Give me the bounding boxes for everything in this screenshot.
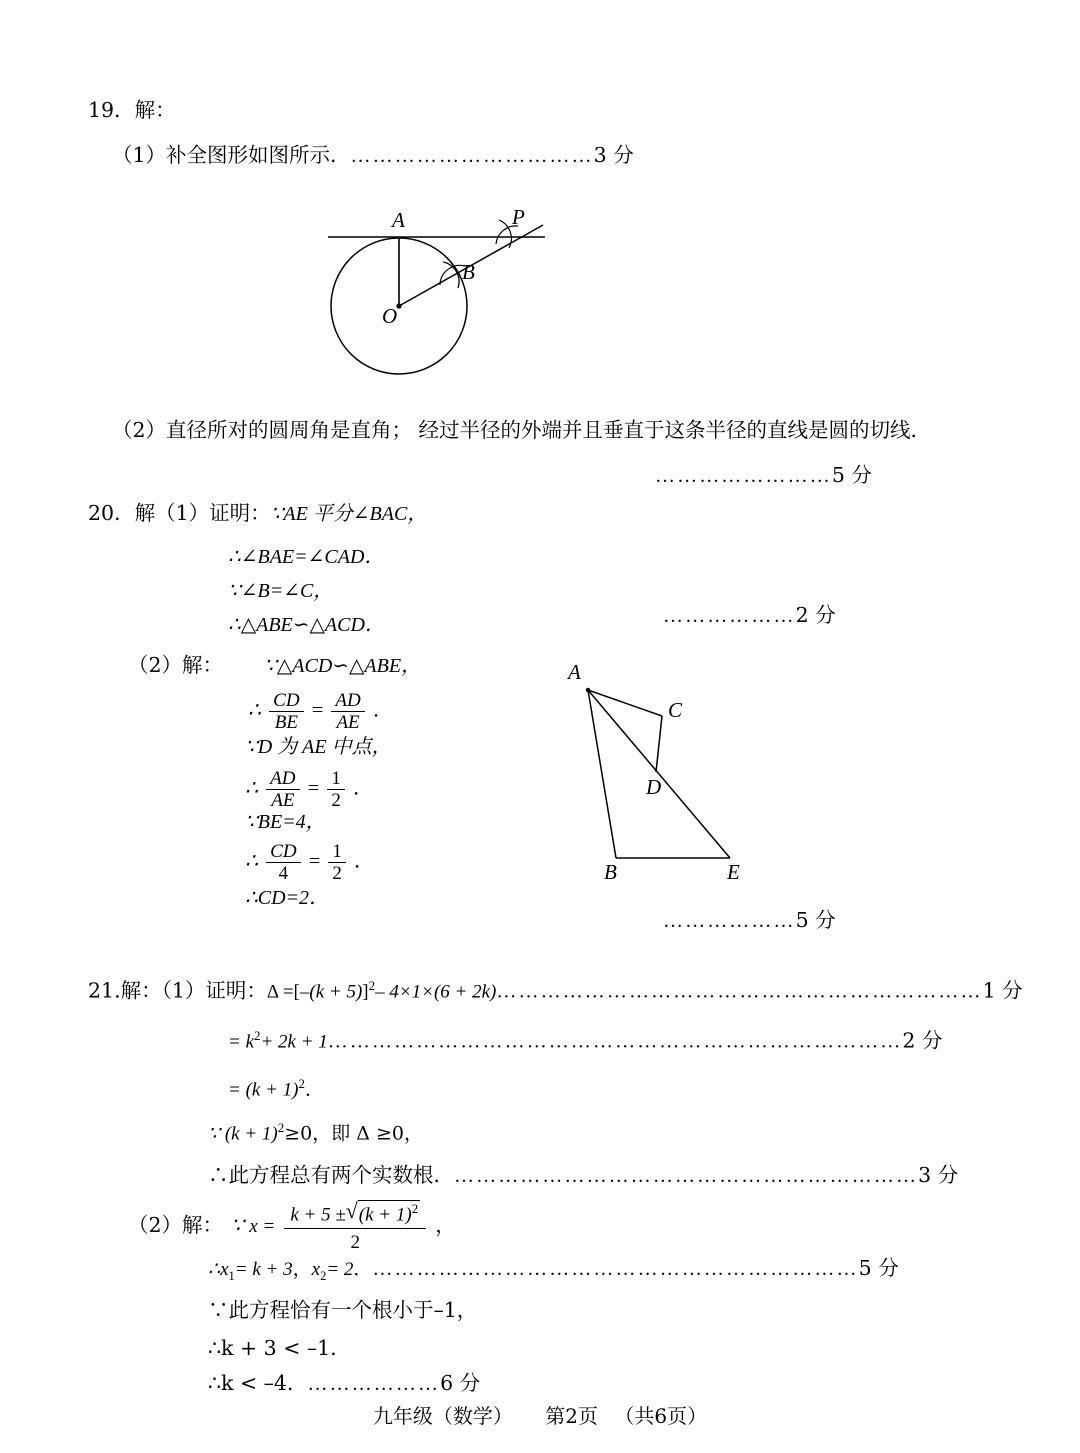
- page-footer: [0, 1400, 1080, 1429]
- dot-leader: ……………………………: [350, 145, 594, 167]
- fraction-numerator: 1: [331, 768, 341, 789]
- problem-20-part1-score-line: [663, 605, 836, 627]
- dot-leader: ………………: [663, 910, 796, 932]
- figure-label-p: P: [512, 205, 525, 229]
- problem-20-ratio-2: [245, 768, 373, 812]
- problem-21-heading: 21.解：（1）证明：: [88, 978, 267, 1003]
- score-mark: 1 分: [982, 978, 1023, 1003]
- problem-21-part2-formula-line: [128, 1200, 456, 1255]
- square-root: [346, 1200, 420, 1227]
- because-symbol: ∵: [231, 1214, 245, 1237]
- fraction-numerator: CD: [273, 690, 300, 711]
- figure-label-b: B: [604, 860, 617, 884]
- footer-grade-subject: 九年级（数学）: [372, 1404, 513, 1428]
- fraction-denominator: 2: [328, 862, 346, 884]
- score-mark: 3 分: [918, 1163, 959, 1187]
- problem-20-ratio-3: [245, 841, 375, 885]
- expr-rest: + 2k + 1: [260, 1031, 328, 1053]
- expr-prefix: = k: [228, 1031, 255, 1053]
- footer-total-label: （共6页）: [614, 1404, 708, 1428]
- x1-symbol: x: [220, 1259, 229, 1280]
- problem-20-heading: 20．解（1）证明：: [88, 501, 271, 525]
- therefore-symbol: ∴: [248, 699, 262, 722]
- equals-sign: =: [308, 850, 321, 873]
- problem-19-part1-line: [112, 145, 634, 167]
- circle-tangent-svg: [300, 200, 600, 400]
- problem-21-line-2: [228, 1030, 942, 1051]
- x2-symbol: x: [311, 1259, 321, 1280]
- period-mark: ．: [304, 1078, 324, 1101]
- x1-subscript: 1: [228, 1268, 235, 1283]
- score-mark: 5 分: [858, 1256, 899, 1280]
- problem-21-line-5: [208, 1165, 958, 1187]
- dot-leader: ………………: [307, 1373, 441, 1395]
- numerator-lead: k + 5 ±: [290, 1204, 346, 1226]
- figure-label-c: C: [668, 698, 683, 722]
- figure-label-a: A: [392, 208, 405, 232]
- bracket-open: [: [293, 981, 300, 1003]
- problem-20-cd-result: ∴CD=2．: [245, 887, 330, 909]
- problem-21-result-line: [208, 1373, 480, 1395]
- problem-20-part2-heading-line: [128, 655, 421, 677]
- problem-20-figure: [550, 650, 830, 900]
- center-point-o: [396, 303, 401, 308]
- exponent: 2: [277, 1120, 285, 1135]
- problem-21-roots-line: [208, 1258, 899, 1282]
- problem-19-part2-text: （2）直径所对的圆周角是直角； 经过半径的外端并且垂直于这条半径的直线是圆的切线．: [112, 418, 932, 442]
- problem-20-p1-line-1: ∵AE 平分∠BAC，: [270, 503, 428, 525]
- fraction-ad-ae: [266, 768, 299, 812]
- problem-19-heading: 19．解：: [88, 98, 176, 122]
- problem-21-condition-line: ∵此方程恰有一个根小于–1，: [208, 1298, 478, 1322]
- dot-leader: ………………: [663, 605, 796, 627]
- exponent: 2: [411, 1201, 419, 1216]
- quadratic-formula-fraction: [284, 1200, 426, 1255]
- fraction-numerator: CD: [270, 841, 297, 862]
- problem-20-ratio-1: [248, 690, 393, 734]
- x2-subscript: 2: [320, 1268, 327, 1283]
- fraction-numerator: AD: [270, 768, 296, 789]
- problem-19-part2-score-line: [655, 465, 872, 487]
- equals-sign: =: [307, 777, 320, 800]
- exponent: 2: [298, 1076, 305, 1091]
- score-mark: 5 分: [831, 463, 872, 487]
- problem-20-p1-line-3: ∵∠B=∠C，: [228, 580, 334, 602]
- x2-value: = 2: [326, 1259, 354, 1280]
- figure-label-a: A: [568, 660, 581, 684]
- fraction-cd-4: [266, 841, 300, 885]
- problem-19-figure: [300, 200, 600, 400]
- dot-leader: …………………………………………………………: [372, 1258, 859, 1280]
- x1-value: = k + 3: [234, 1259, 293, 1280]
- radicand-expr: (k + 1): [358, 1204, 412, 1226]
- problem-20-be-value: ∵BE=4，: [245, 811, 326, 833]
- dot-leader: ………………………………………………………: [454, 1165, 919, 1187]
- x-equals: x =: [249, 1215, 276, 1237]
- equals-sign: =: [311, 699, 324, 722]
- figure-label-d: D: [646, 775, 662, 799]
- problem-20-midpoint-statement: ∵D 为 AE 中点，: [245, 736, 392, 758]
- delta-minus-term: – 4×1×(6 + 2k): [375, 981, 497, 1003]
- triangle-abe-svg: [550, 650, 830, 900]
- problem-19-part1-text: （1）补全图形如图所示．: [112, 143, 351, 167]
- bracket-close: ]: [362, 981, 369, 1003]
- therefore-symbol: ∴: [208, 1259, 221, 1280]
- exponent: 2: [254, 1028, 261, 1043]
- score-mark: 2 分: [902, 1028, 943, 1053]
- period-mark: ．: [352, 775, 374, 800]
- problem-20-part2-score-line: [663, 910, 836, 932]
- fraction-numerator: AD: [335, 690, 361, 711]
- footer-page-label: 第2页: [545, 1404, 598, 1428]
- figure-label-e: E: [727, 860, 740, 884]
- therefore-symbol: ∴: [245, 850, 259, 873]
- fraction-denominator: 4: [266, 862, 300, 884]
- score-mark: 3 分: [593, 143, 634, 167]
- score-mark: 6 分: [440, 1371, 481, 1395]
- exponent: 2: [368, 978, 376, 993]
- expr-rest: ≥0，即 Δ ≥0，: [284, 1122, 424, 1145]
- fraction-denominator: BE: [269, 711, 303, 733]
- fraction-ad-ae: [331, 690, 364, 734]
- period-mark: ．: [353, 1258, 373, 1280]
- delta-lhs: Δ =: [266, 981, 294, 1003]
- fraction-denominator: 2: [284, 1228, 426, 1255]
- segment-ab: [588, 690, 616, 858]
- segment-cd: [656, 716, 662, 772]
- dot-leader: …………………………………………………………: [496, 980, 983, 1003]
- problem-21-inequality-line: ∴k + 3 < –1．: [208, 1336, 351, 1360]
- fraction-numerator: 1: [332, 841, 342, 862]
- problem-20-p1-line-2: ∴∠BAE=∠CAD．: [228, 546, 385, 568]
- period-mark: ．: [354, 848, 375, 873]
- therefore-symbol: ∴: [245, 777, 259, 800]
- period-mark: ．: [372, 697, 394, 722]
- delta-inner-expr: –(k + 5): [299, 981, 363, 1003]
- score-mark: 2 分: [795, 603, 836, 627]
- fraction-cd-be: [269, 690, 303, 734]
- figure-label-b: B: [462, 260, 475, 284]
- result-text: ∴k < –4．: [208, 1371, 308, 1395]
- fraction-one-half: [327, 768, 345, 812]
- figure-label-o: O: [382, 304, 398, 328]
- problem-21-part1-line: [88, 980, 1023, 1001]
- fraction-denominator: AE: [266, 789, 299, 811]
- fraction-one-half: [328, 841, 346, 885]
- problem-21-part2-heading: （2）解：: [128, 1212, 224, 1237]
- expr-text: ∵ (k + 1): [208, 1123, 278, 1145]
- problem-21-line-4: [208, 1122, 423, 1143]
- fraction-numerator: [284, 1200, 426, 1228]
- problem-20-heading-line: [88, 503, 427, 525]
- fraction-denominator: 2: [327, 789, 345, 811]
- dot-leader: ……………………: [655, 465, 832, 487]
- conclusion-text: ∴此方程总有两个实数根．: [208, 1163, 454, 1187]
- radicand: [358, 1200, 420, 1227]
- vertex-point-a: [586, 688, 590, 692]
- dot-leader: ……………………………………………………………………: [327, 1030, 903, 1053]
- fraction-denominator: AE: [331, 711, 364, 733]
- expr-text: = (k + 1): [228, 1079, 299, 1101]
- problem-21-line-3: [228, 1078, 324, 1099]
- comma-mark: ，: [292, 1258, 312, 1280]
- problem-20-part2-heading: （2）解：: [128, 653, 224, 677]
- problem-20-similar-statement: ∵△ACD∽△ABE，: [264, 655, 422, 677]
- comma-mark: ，: [435, 1212, 456, 1237]
- score-mark: 5 分: [795, 908, 836, 932]
- problem-20-p1-line-4: ∴△ABE∽△ACD．: [228, 614, 385, 636]
